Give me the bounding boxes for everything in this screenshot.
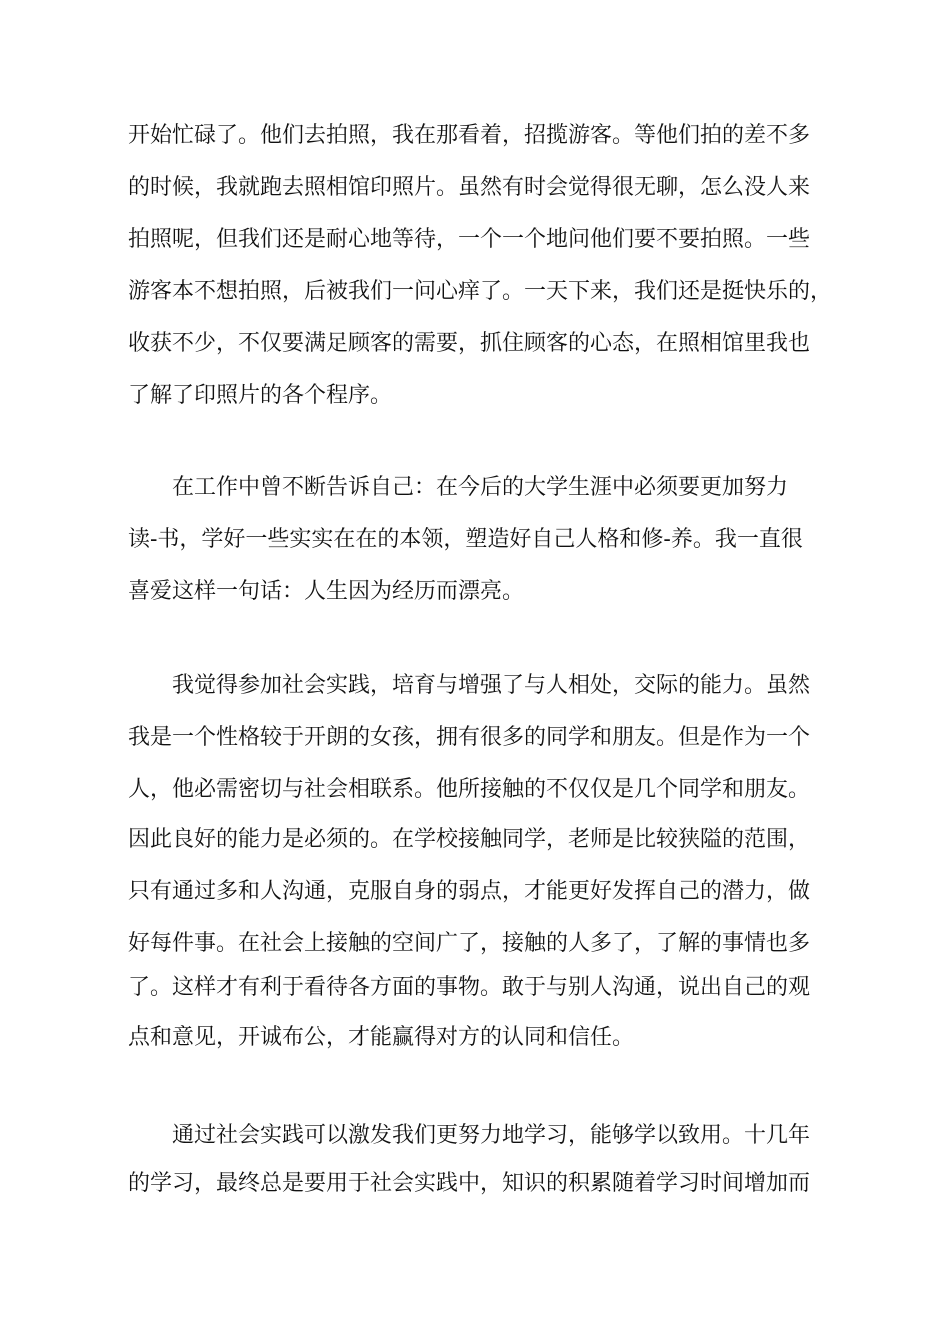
text-line: 拍照呢，但我们还是耐心地等待，一个一个地问他们要不要拍照。一些 [128, 227, 811, 252]
text-line: 读-书，学好一些实实在在的本领，塑造好自己人格和修-养。我一直很 [128, 527, 803, 552]
text-line: 点和意见，开诚布公，才能赢得对方的认同和信任。 [128, 1025, 635, 1050]
text-line: 通过社会实践可以激发我们更努力地学习，能够学以致用。十几年 [172, 1123, 811, 1148]
text-line: 人，他必需密切与社会相联系。他所接触的不仅仅是几个同学和朋友。 [128, 777, 811, 802]
text-line: 在工作中曾不断告诉自己：在今后的大学生涯中必须要更加努力 [172, 475, 789, 500]
text-line: 的学习，最终总是要用于社会实践中，知识的积累随着学习时间增加而 [128, 1171, 811, 1196]
text-line: 喜爱这样一句话：人生因为经历而漂亮。 [128, 579, 525, 604]
text-line: 开始忙碌了。他们去拍照，我在那看着，招揽游客。等他们拍的差不多 [128, 123, 811, 148]
text-line: 好每件事。在社会上接触的空间广了，接触的人多了，了解的事情也多 [128, 931, 811, 956]
text-line: 只有通过多和人沟通，克服自身的弱点，才能更好发挥自己的潜力，做 [128, 879, 811, 904]
text-line: 了。这样才有利于看待各方面的事物。敢于与别人沟通，说出自己的观 [128, 975, 811, 1000]
text-line: 我是一个性格较于开朗的女孩，拥有很多的同学和朋友。但是作为一个 [128, 725, 811, 750]
text-line: 游客本不想拍照，后被我们一问心痒了。一天下来，我们还是挺快乐的， [128, 279, 833, 304]
text-line: 的时候，我就跑去照相馆印照片。虽然有时会觉得很无聊，怎么没人来 [128, 175, 811, 200]
text-line: 了解了印照片的各个程序。 [128, 383, 393, 408]
text-line: 收获不少，不仅要满足顾客的需要，抓住顾客的心态，在照相馆里我也 [128, 331, 811, 356]
text-line: 因此良好的能力是必须的。在学校接触同学，老师是比较狭隘的范围， [128, 827, 811, 852]
text-line: 我觉得参加社会实践，培育与增强了与人相处，交际的能力。虽然 [172, 673, 811, 698]
